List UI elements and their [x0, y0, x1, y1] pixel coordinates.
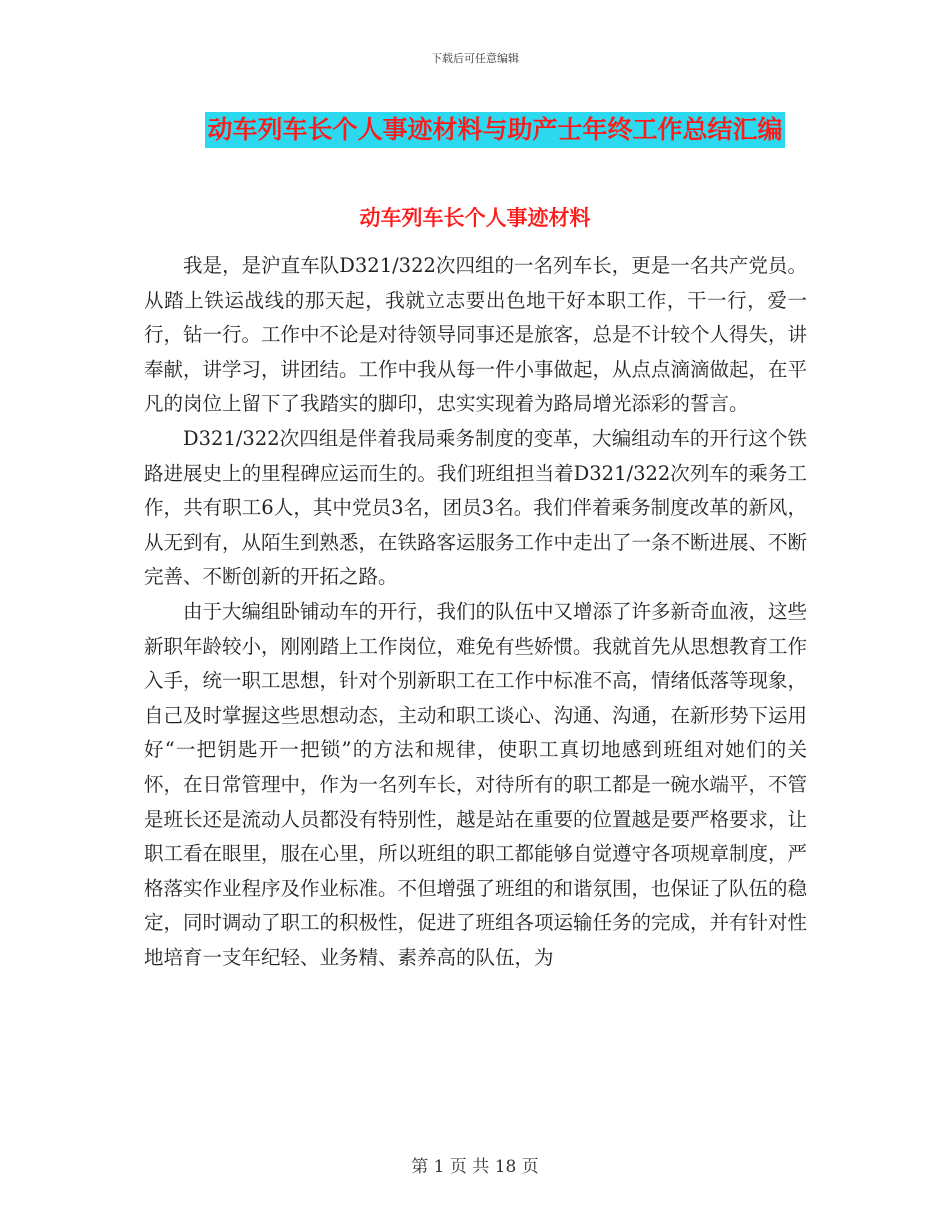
body-paragraph-1: 我是，是沪直车队D321/322次四组的一名列车长，更是一名共产党员。从踏上铁运战线的那天起，我就立志要出色地干好本职工作，干一行，爱一行，钻一行。工作中不论是对待领导同事还是旅客，总是不计较个人得失，讲奉献，讲学习，讲团结。工作中我从每一件小事做起，从点点滴滴做起，在平凡的岗位上留下了我踏实的脚印，忠实实现着为路局增光添彩的誓言。	[144, 254, 808, 416]
section-title: 动车列车长个人事迹材料	[359, 205, 591, 230]
document-title-container	[0, 112, 950, 148]
body-paragraph-3: 由于大编组卧铺动车的开行，我们的队伍中又增添了许多新奇血液，这些新职年龄较小，刚刚踏上工作岗位，难免有些娇惯。我就首先从思想教育工作入手，统一职工思想，针对个别新职工在工作中标准不高，情绪低落等现象，自己及时掌握这些思想动态，主动和职工谈心、沟通、沟通，在新形势下运用好“一把钥匙开一把锁”的方法和规律，使职工真切地感到班组对她们的关怀，在日常管理中，作为一名列车长，对待所有的职工都是一碗水端平，不管是班长还是流动人员都没有特别性，越是站在重要的位置越是要严格要求，让职工看在眼里，服在心里，所以班组的职工都能够自觉遵守各项规章制度，严格落实作业程序及作业标准。不但增强了班组的和谐氛围，也保证了队伍的稳定，同时调动了职工的积极性，促进了班组各项运输任务的完成，并有针对性地培育一支年纪轻、业务精、素养高的队伍，为	[144, 599, 808, 969]
page-number-footer: 第 1 页 共 18 页	[411, 1157, 539, 1177]
page-header-note: 下载后可任意编辑	[431, 52, 519, 65]
document-title: 动车列车长个人事迹材料与助产士年终工作总结汇编	[205, 112, 784, 148]
body-paragraph-2: D321/322次四组是伴着我局乘务制度的变革，大编组动车的开行这个铁路进展史上的里程碑应运而生的。我们班组担当着D321/322次列车的乘务工作，共有职工6人，其中党员3名，团员3名。我们伴着乘务制度改革的新风，从无到有，从陌生到熟悉，在铁路客运服务工作中走出了一条不断进展、不断完善、不断创新的开拓之路。	[144, 426, 808, 589]
body-text	[144, 249, 807, 975]
